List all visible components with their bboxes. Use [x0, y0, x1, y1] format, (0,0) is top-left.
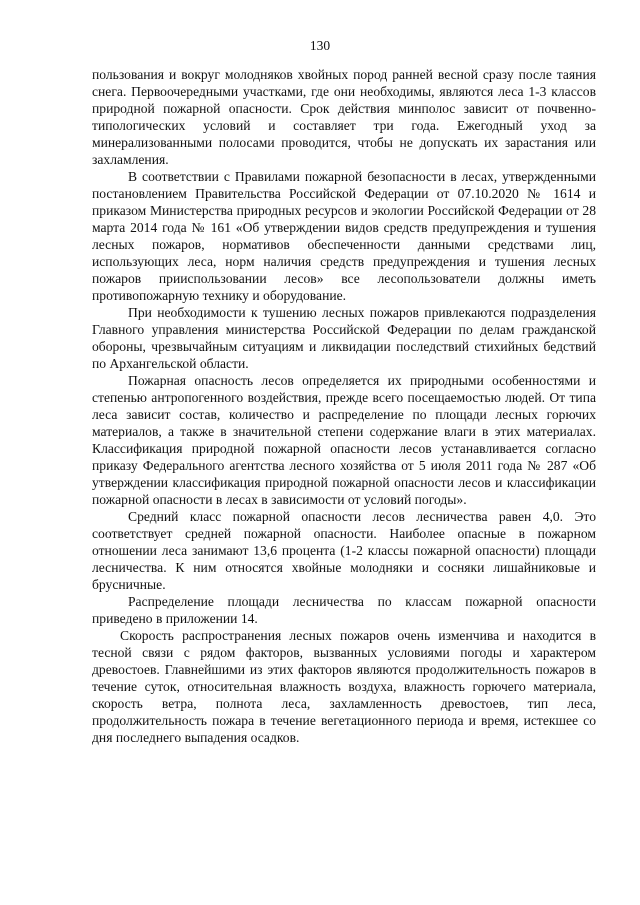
paragraph-average-class: Средний класс пожарной опасности лесов лесничества равен 4,0. Это соответствует средней пожарной опасности. Наиболее опасные в пожарном отношении леса занимают 13,6 процента (1-2 классы пожарной опасности) площади лесничества. К ним относятся хвойные молодняки и сосняки лишайниковые и брусничные. [92, 509, 596, 592]
paragraph-fire-hazard: Пожарная опасность лесов определяется их природными особенностями и степенью антропогенного воздействия, прежде всего посещаемостью людей. От типа леса зависит состав, количество и распределение по площади лесных горючих материалов, а также в значительной степени содержание влаги в этих материалах. Классификация природной пожарной опасности лесов устанавливается согласно приказу Федерального агентства лесного хозяйства от 5 июля 2011 года № 287 «Об утверждении классификация природной пожарной опасности лесов и классификации пожарной опасности в лесах в зависимости от условий погоды». [92, 373, 596, 507]
paragraph-spread-speed: Скорость распространения лесных пожаров очень изменчива и находится в тесной связи с рядом факторов, вызванных условиями погоды и характером древостоев. Главнейшими из этих факторов являются продолжительность пожаров в течение суток, относительная влажность воздуха, влажность горючего материала, скорость ветра, полнота леса, захламленность древостоев, тип леса, продолжительность пожара в течение вегетационного периода и время, истекшее со дня последнего выпадения осадков. [92, 628, 596, 745]
body-text [92, 66, 596, 746]
paragraph-fire-safety-rules: В соответствии с Правилами пожарной безопасности в лесах, утвержденными постановлением Правительства Российской Федерации от 07.10.2020 № 1614 и приказом Министерства природных ресурсов и экологии Российской Федерации от 28 марта 2014 года № 161 «Об утверждении видов средств предупреждения и тушения лесных пожаров, нормативов обеспеченности данными средствами лиц, использующих леса, норм наличия средств предупреждения и тушения лесных пожаров прииспользовании лесов» все лесопользователи должны иметь противопожарную технику и оборудование. [92, 169, 596, 303]
paragraph-distribution-reference: Распределение площади лесничества по классам пожарной опасности приведено в приложении 14. [92, 594, 596, 626]
page-number: 130 [309, 38, 331, 53]
paragraph-minpolosy: пользования и вокруг молодняков хвойных пород ранней весной сразу после таяния снега. Первоочередными участками, где они необходимы, являются леса 1-3 классов природной пожарной опасности. Срок действия минполос зависит от почвенно-типологических условий и составляет три года. Ежегодный уход за минерализованными полосами проводится, чтобы не допускать их зарастания или захламления. [92, 67, 596, 167]
paragraph-emergency-units: При необходимости к тушению лесных пожаров привлекаются подразделения Главного управления министерства Российской Федерации по делам гражданской обороны, чрезвычайным ситуациям и ликвидации последствий стихийных бедствий по Архангельской области. [92, 305, 596, 371]
